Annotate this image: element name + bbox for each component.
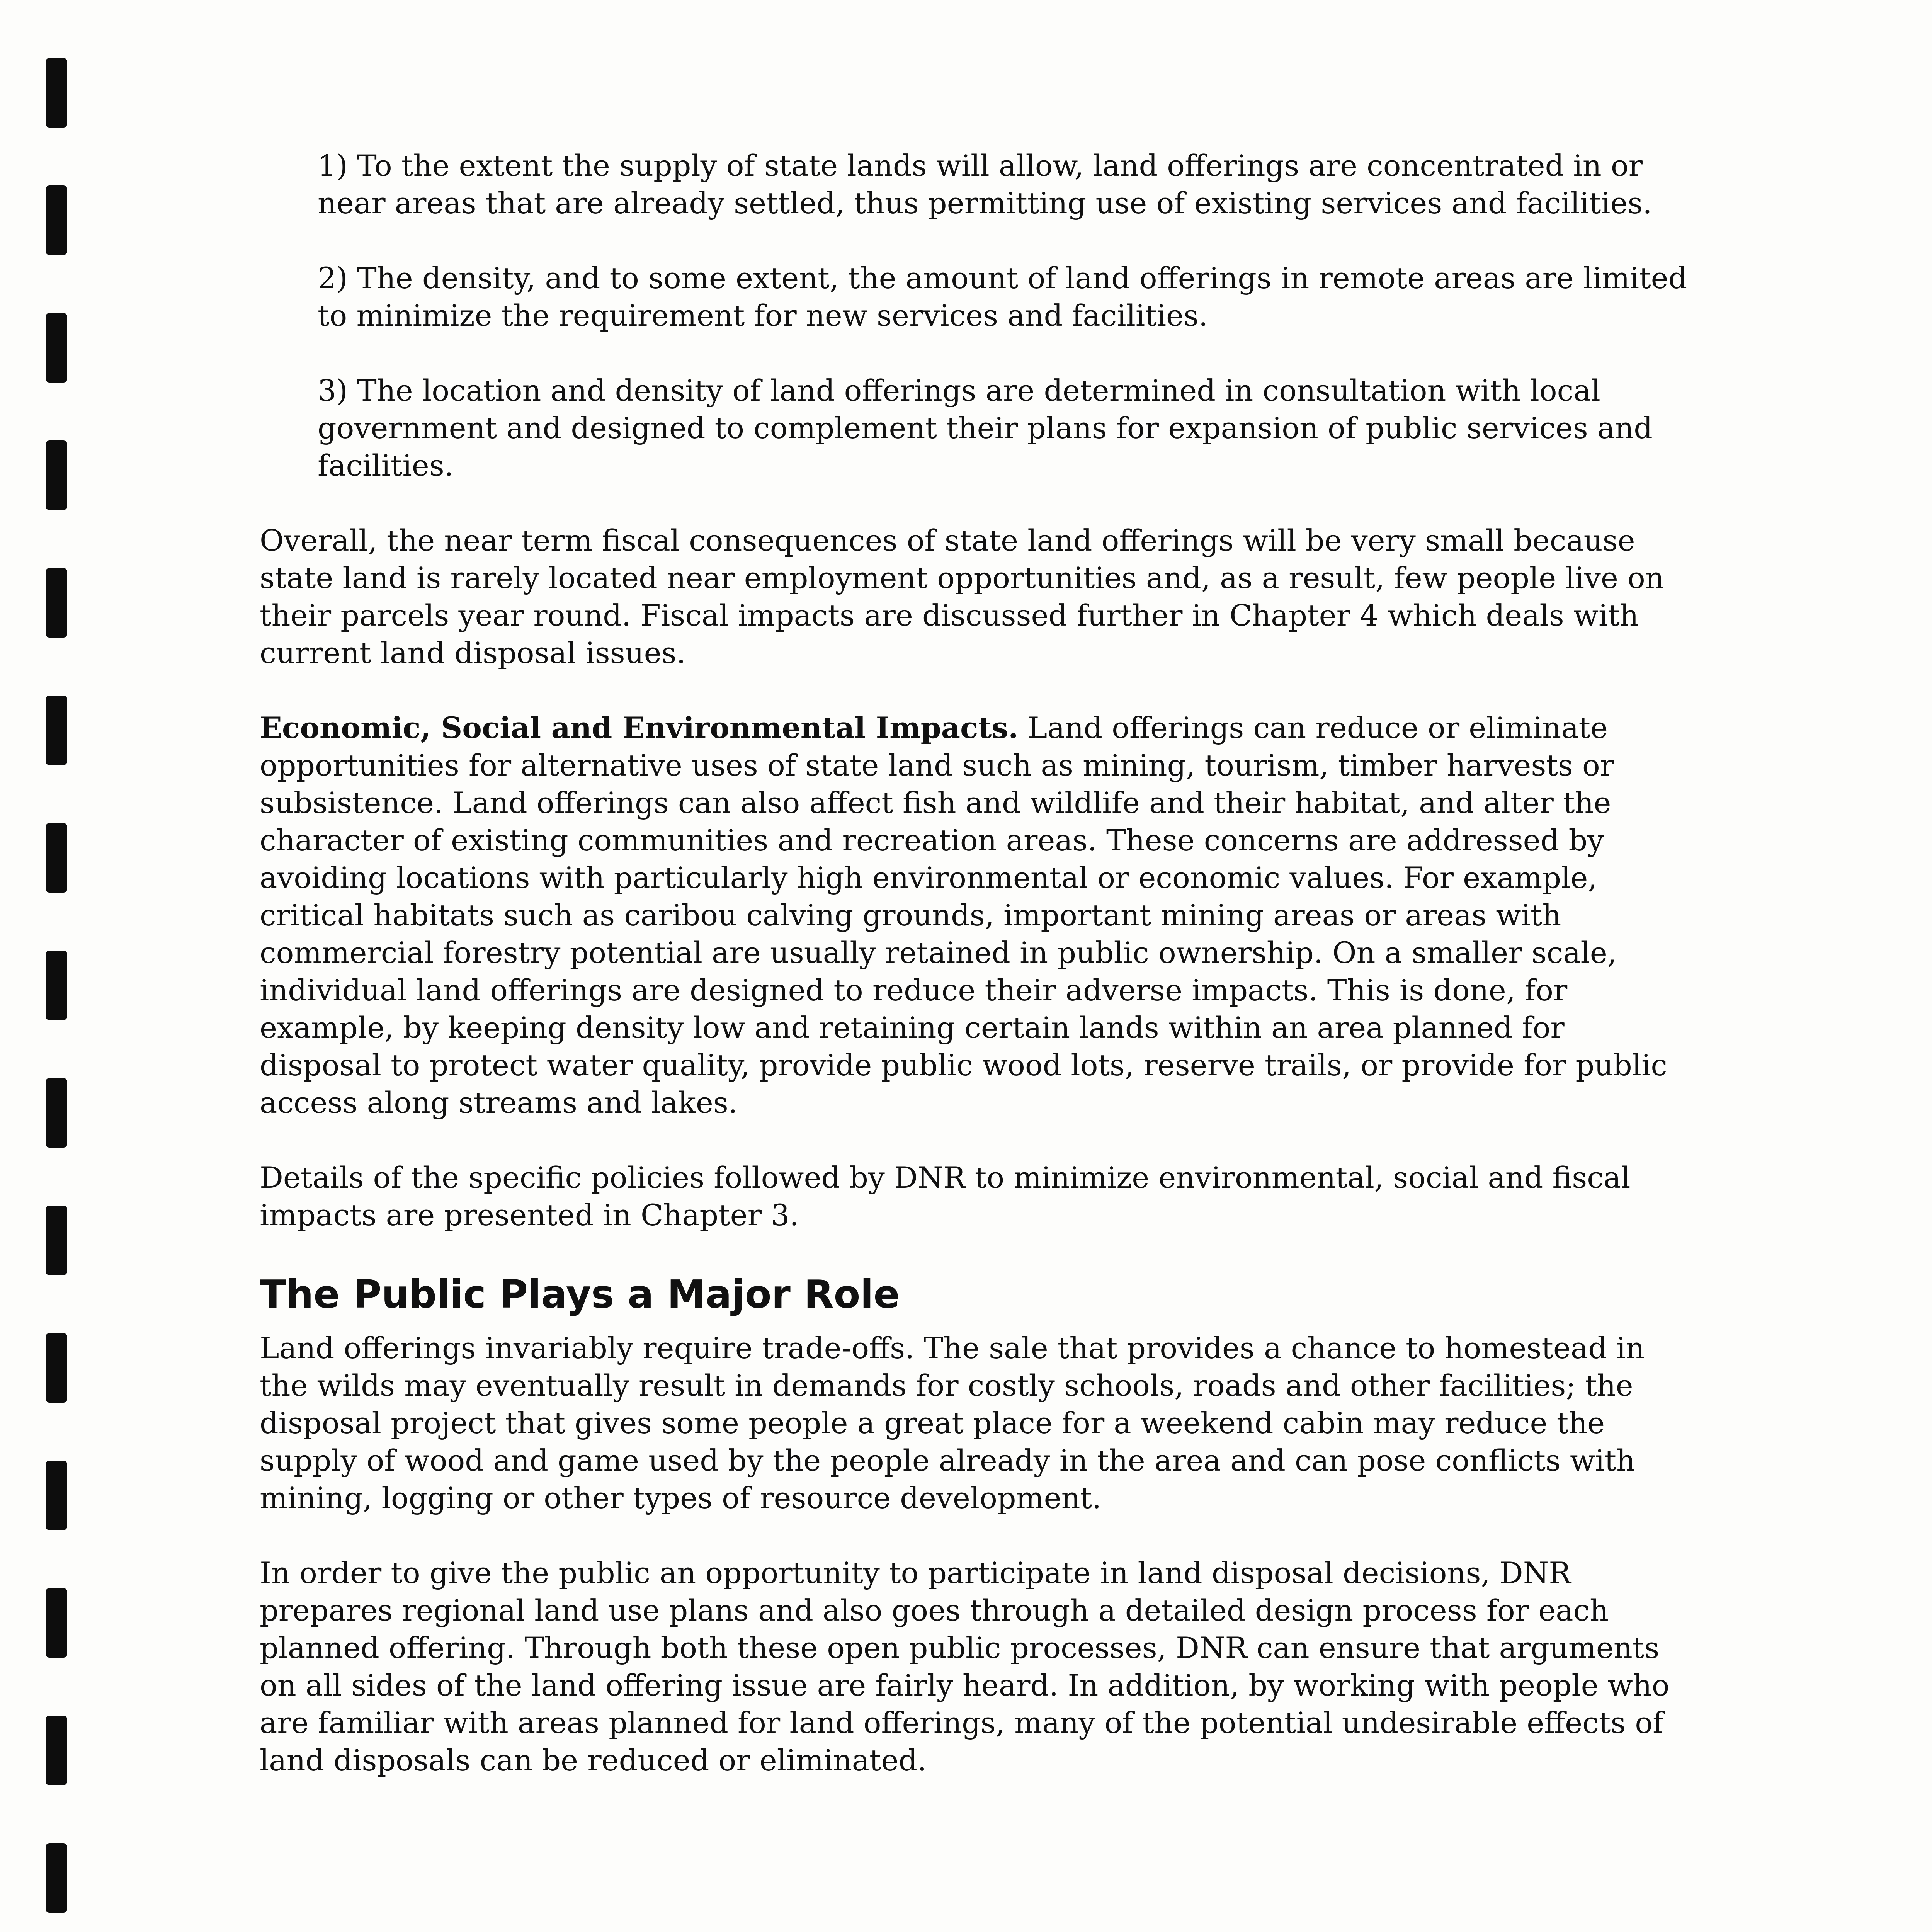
binding-hole bbox=[46, 568, 67, 638]
binding-hole bbox=[46, 1843, 67, 1913]
binding-hole bbox=[46, 1461, 67, 1530]
binding-hole bbox=[46, 1078, 67, 1148]
binding-hole bbox=[46, 951, 67, 1020]
binding-hole bbox=[46, 696, 67, 765]
paragraph-overall: Overall, the near term fiscal consequences of state land offerings will be very small because state land is rarely located near employment opportunities and, as a result, few people live on their parcels year round. Fiscal impacts are discussed further in Chapter 4 which deals with current land disposal issues. bbox=[260, 523, 1664, 670]
binding-holes bbox=[46, 58, 69, 1932]
numbered-item-1: 1) To the extent the supply of state lands will allow, land offerings are concentrated in or near areas that are already settled, thus permitting use of existing services and facilities. bbox=[318, 148, 1652, 220]
paragraph-tradeoffs: Land offerings invariably require trade-offs. The sale that provides a chance to homestead in the wilds may eventually result in demands for costly schools, roads and other facilities; the disposal project that gives some people a great place for a weekend cabin may reduce the supply of wood and game used by the people already in the area and can pose conflicts with mining, logging or other types of resource development. bbox=[260, 1331, 1645, 1515]
impacts-lead: Economic, Social and Environmental Impacts. bbox=[260, 711, 1019, 745]
binding-hole bbox=[46, 58, 67, 128]
binding-hole bbox=[46, 1588, 67, 1658]
document-body bbox=[260, 147, 1689, 1816]
numbered-item-2: 2) The density, and to some extent, the amount of land offerings in remote areas are limited to minimize the requirement for new services and facilities. bbox=[318, 261, 1687, 333]
section-heading: The Public Plays a Major Role bbox=[260, 1272, 900, 1317]
binding-hole bbox=[46, 313, 67, 383]
paragraph-participate: In order to give the public an opportunity to participate in land disposal decisions, DNR prepares regional land use plans and also goes through a detailed design process for each planned offering. Through both these open public processes, DNR can ensure that arguments on all sides of the land offering issue are fairly heard. In addition, by working with people who are familiar with areas planned for land offerings, many of the potential undesirable effects of land disposals can be reduced or eliminated. bbox=[260, 1556, 1670, 1777]
binding-hole bbox=[46, 1206, 67, 1275]
binding-hole bbox=[46, 440, 67, 510]
binding-hole bbox=[46, 185, 67, 255]
binding-hole bbox=[46, 823, 67, 893]
paragraph-details: Details of the specific policies followed by DNR to minimize environmental, social and fiscal impacts are presented in Chapter 3. bbox=[260, 1160, 1631, 1232]
binding-hole bbox=[46, 1333, 67, 1403]
binding-hole bbox=[46, 1716, 67, 1785]
paragraph-impacts bbox=[260, 709, 1689, 1121]
numbered-item-3: 3) The location and density of land offerings are determined in consultation with local government and designed to complement their plans for expansion of public services and facilities. bbox=[318, 373, 1653, 483]
impacts-text: Land offerings can reduce or eliminate opportunities for alternative uses of state land such as mining, tourism, timber harvests or subsistence. Land offerings can also affect fish and wildlife and their habitat, and alter the character of existing communities and recreation areas. These concerns are addressed by avoiding locations with particularly high environmental or economic values. For example, critical habitats such as caribou calving grounds, important mining areas or areas with commercial forestry potential are usually retained in public ownership. On a smaller scale, individual land offerings are designed to reduce their adverse impacts. This is done, for example, by keeping density low and retaining certain lands within an area planned for disposal to protect water quality, provide public wood lots, reserve trails, or provide for public access along streams and lakes. bbox=[260, 711, 1667, 1120]
